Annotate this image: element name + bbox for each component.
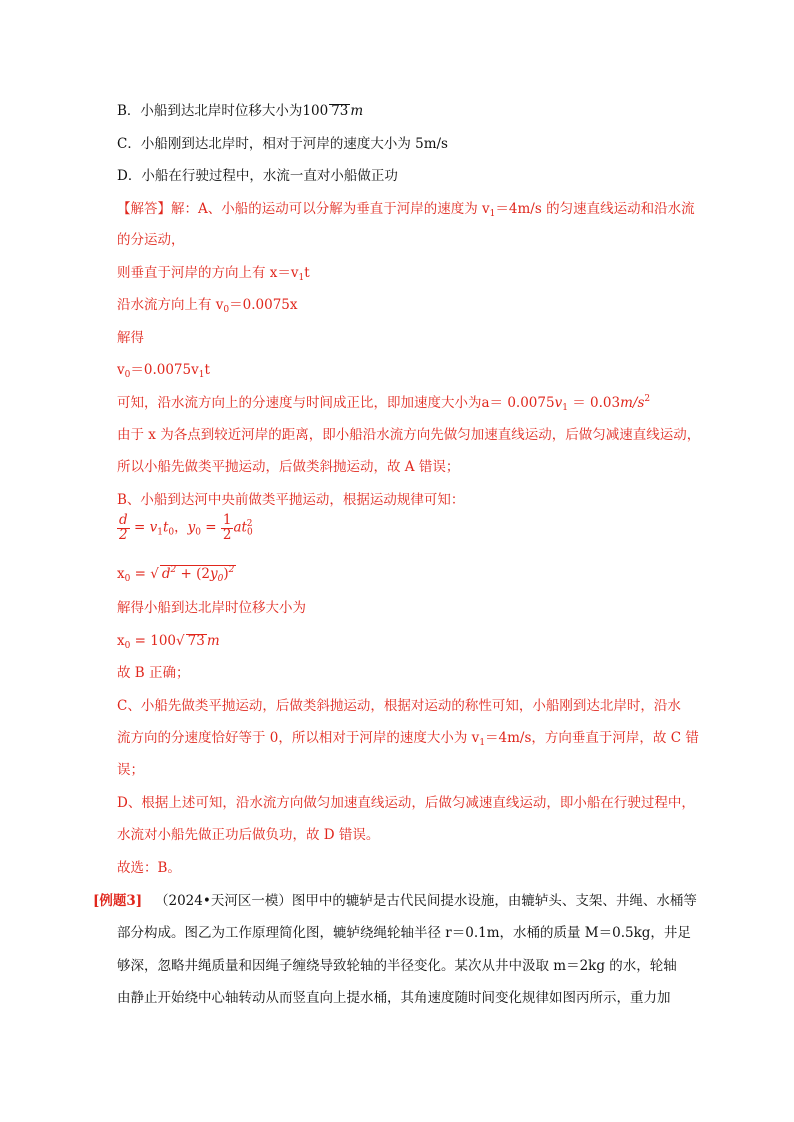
example-line-1: （2024•天河区一模）图甲中的辘轳是古代民间提水设施，由辘轳头、支架、井绳、水桶等 <box>155 893 697 909</box>
fraction-d-over-2: $\frac{d}{2}$ <box>119 512 128 543</box>
answer-line-2: 的分运动， <box>117 232 185 248</box>
answer-line-16: C、小船先做类平抛运动，后做类斜抛运动，根据对运动的称性可知，小船刚到达北岸时，沿水 <box>117 698 681 714</box>
answer-line-7: 可知，沿水流方向上的分速度与时间成正比，即加速度大小为$a= 0.0075v_1 = 0.03m/s^2$ <box>117 394 651 413</box>
answer-line-21: 故选：B。 <box>117 860 181 876</box>
answer-line-8: 由于 x 为各点到较近河岸的距离，即小船沿水流方向先做匀加速直线运动，后做匀减速直线运动， <box>117 427 701 443</box>
answer-formula-line: $\frac{d}{2}$ = $v_1t_0$，$y_0$ = $\frac{1}{2}$ $at_0^2$ <box>119 512 253 543</box>
answer-x0-result: $x_0 = 100√$ 73 m <box>117 633 220 651</box>
example-tag: [例题3] <box>93 893 143 909</box>
answer-line-9: 所以小船先做类平抛运动，后做类斜抛运动，故 A 错误； <box>117 459 460 475</box>
answer-line-19: D、根据上述可知，沿水流方向做匀加速直线运动，后做匀减速直线运动，即小船在行驶过程中， <box>117 795 695 811</box>
example-line-2: 部分构成。图乙为工作原理简化图，辘轳绕绳轮轴半径 r＝0.1m，水桶的质量 M＝0.5kg，井足 <box>117 925 691 941</box>
answer-line-4: 沿水流方向上有 $v_0=0.0075x$ <box>117 297 298 315</box>
example-line-3: 够深，忽略井绳质量和因绳子缠绕导致轮轴的半径变化。某次从井中汲取 m＝2kg 的水，轮轴 <box>117 958 677 974</box>
sqrt-symbol: 73 <box>331 103 349 119</box>
option-d: D．小船在行驶过程中，水流一直对小船做正功 <box>117 168 398 184</box>
answer-line-6: $v_0=0.0075v_1t$ <box>117 362 210 380</box>
answer-x0-formula: $x_0$ = √ $d^2 + (2y_0)^2$ <box>117 565 235 584</box>
answer-line-5: 解得 <box>117 330 144 346</box>
option-c: C．小船刚到达北岸时，相对于河岸的速度大小为 5m/s <box>117 136 448 152</box>
answer-line-18: 误； <box>117 762 144 778</box>
sqrt-symbol: 73 <box>187 633 205 649</box>
answer-line-3: 则垂直于河岸的方向上有 $x=v_1t$ <box>117 265 310 283</box>
answer-line-1: 【解答】解：A、小船的运动可以分解为垂直于河岸的速度为 $v_1=4m/s$ 的匀速直线运动和沿水流 <box>117 201 695 219</box>
answer-line-20: 水流对小船先做正功后做负功，故 D 错误。 <box>117 827 380 843</box>
example-line-4: 由静止开始绕中心轴转动从而竖直向上提水桶，其角速度随时间变化规律如图丙所示，重力加 <box>117 990 671 1006</box>
answer-line-17: 流方向的分速度恰好等于 0，所以相对于河岸的速度大小为 $v_1=4m/s$，方向垂直于河岸，故 C 错 <box>117 730 699 748</box>
answer-line-13: 解得小船到达北岸时位移大小为 <box>117 600 306 616</box>
fraction-one-half: $\frac{1}{2}$ <box>222 512 232 543</box>
answer-line-10: B、小船到达河中央前做类平抛运动，根据运动规律可知： <box>117 492 465 508</box>
option-b: B．小船到达北岸时位移大小为100 73 m <box>117 103 364 119</box>
answer-line-15: 故 B 正确； <box>117 665 190 681</box>
sqrt-symbol: $d^2 + (2y_0)^2$ <box>161 565 235 584</box>
